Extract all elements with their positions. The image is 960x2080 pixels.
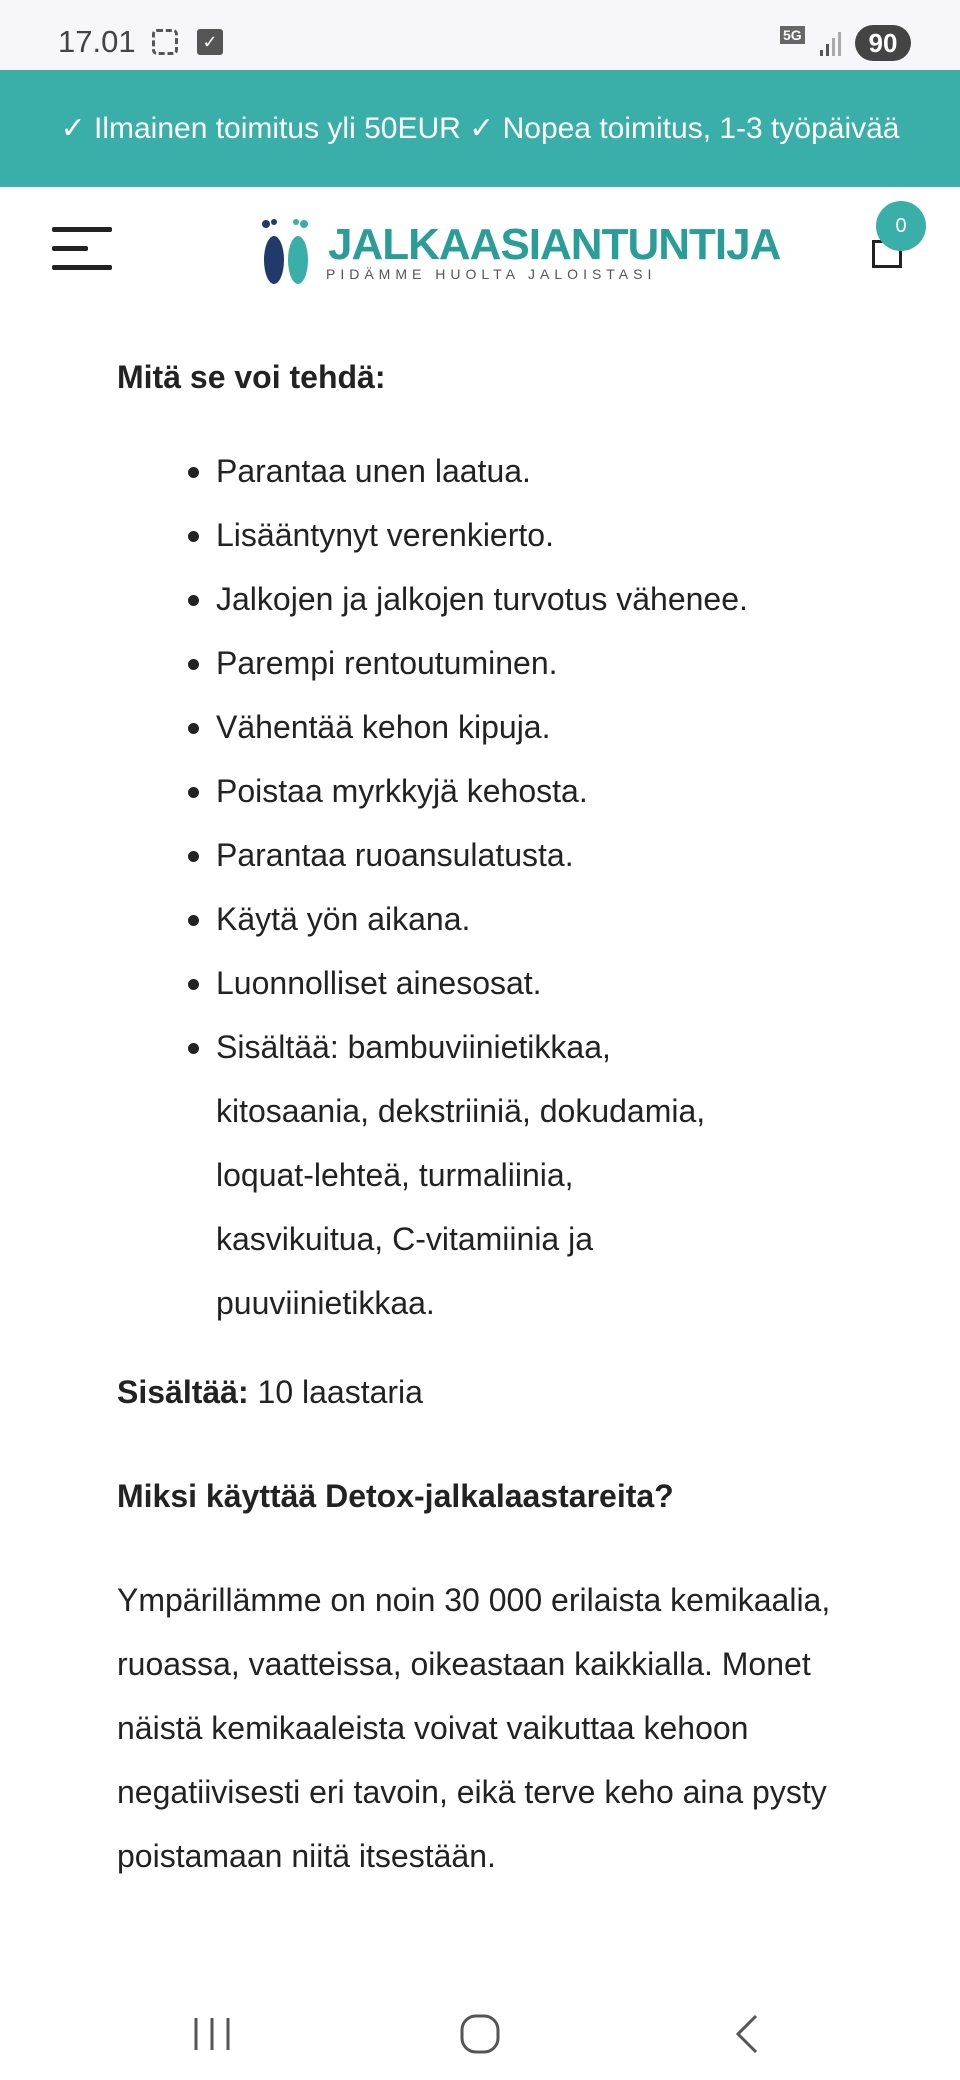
cart-count-badge: 0 <box>876 201 926 251</box>
list-item: Parantaa unen laatua. <box>117 439 857 503</box>
list-item: Parempi rentoutuminen. <box>117 631 857 695</box>
list-item: Lisääntynyt verenkierto. <box>117 503 857 567</box>
checkbox-notification-icon: ✓ <box>197 29 223 55</box>
logo-title: JALKAASIANTUNTIJA <box>328 220 781 269</box>
why-paragraph: Ympärillämme on noin 30 000 erilaista kemikaalia, ruoassa, vaatteissa, oikeastaan kaikkialla. Monet näistä kemikaaleista voivat vaikuttaa kehoon negatiivisesti eri tavoin, eikä terve keho aina pysty poistamaan niitä itsestään. <box>117 1582 831 1874</box>
home-icon[interactable] <box>450 2012 510 2056</box>
list-item: Sisältää: bambuviinietikkaa, kitosaania, dekstriiniä, dokudamia, loquat-lehteä, turmaliinia, kasvikuitua, C-vitamiinia ja puuviinietikkaa. <box>117 1015 857 1335</box>
why-heading: Miksi käyttää Detox-jalkalaastareita? <box>117 1478 674 1514</box>
contains-label: Sisältää: <box>117 1374 249 1410</box>
list-item: Luonnolliset ainesosat. <box>117 951 857 1015</box>
recent-apps-icon[interactable] <box>182 2012 242 2056</box>
menu-button[interactable] <box>52 227 112 271</box>
battery-level: 90 <box>855 25 911 61</box>
product-description <box>117 345 857 1888</box>
site-header <box>0 187 960 312</box>
signal-icon <box>820 30 842 56</box>
contains-line <box>117 1360 857 1424</box>
logo-subtitle: PIDÄMME HUOLTA JALOISTASI <box>326 266 657 282</box>
list-item: Parantaa ruoansulatusta. <box>117 823 857 887</box>
list-item: Käytä yön aikana. <box>117 887 857 951</box>
menu-line <box>52 227 112 232</box>
list-item: Vähentää kehon kipuja. <box>117 695 857 759</box>
benefits-list <box>117 439 857 1335</box>
status-bar <box>0 0 960 70</box>
list-item: Poistaa myrkkyjä kehosta. <box>117 759 857 823</box>
screenshot-icon <box>152 29 178 55</box>
menu-line <box>52 246 88 251</box>
menu-line <box>52 265 112 270</box>
promo-banner: ✓ Ilmainen toimitus yli 50EUR ✓ Nopea toimitus, 1-3 työpäivää <box>0 70 960 187</box>
logo[interactable] <box>256 220 781 282</box>
system-nav-bar <box>0 1990 960 2080</box>
status-time: 17.01 <box>58 24 136 59</box>
benefits-heading: Mitä se voi tehdä: <box>117 359 386 395</box>
list-item: Jalkojen ja jalkojen turvotus vähenee. <box>117 567 857 631</box>
back-icon[interactable] <box>718 2012 778 2056</box>
feet-logo-icon <box>256 214 318 286</box>
network-type: 5G <box>780 26 805 44</box>
contains-value: 10 laastaria <box>248 1374 423 1410</box>
